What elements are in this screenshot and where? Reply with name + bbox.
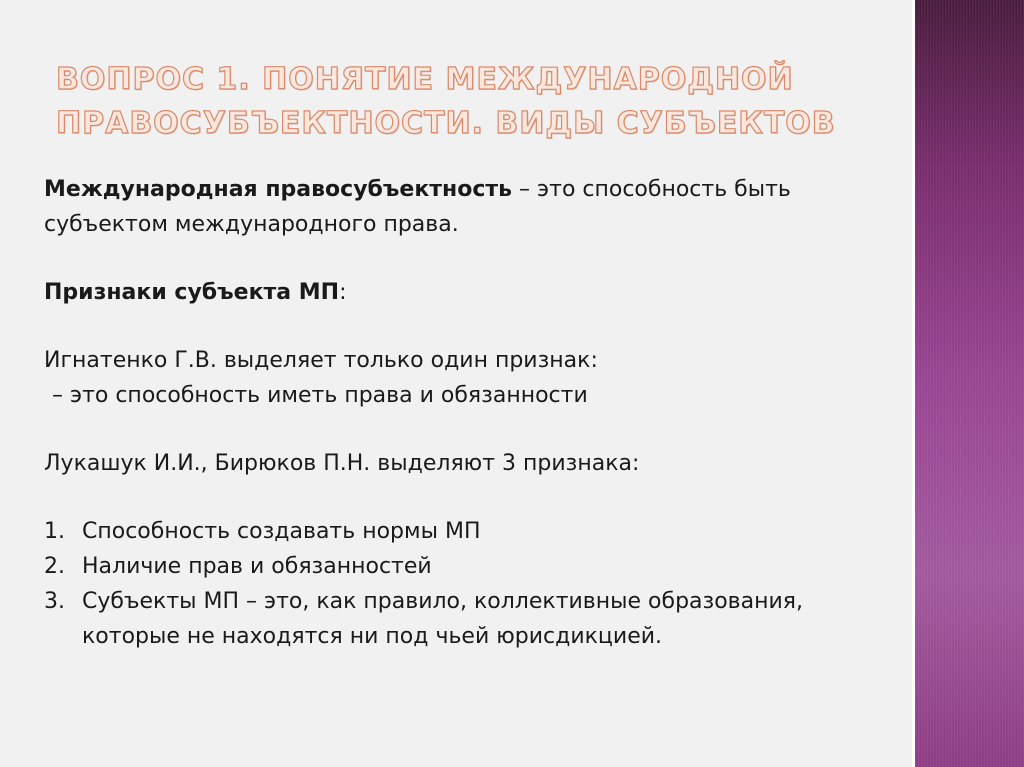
slide-title-line-1: ВОПРОС 1. ПОНЯТИЕ МЕЖДУНАРОДНОЙ xyxy=(56,62,794,97)
ignatenko-line-2: – это способность иметь права и обязанности xyxy=(52,383,588,408)
signs-heading: Признаки субъекта МП xyxy=(44,280,340,305)
slide-title xyxy=(56,58,856,146)
signs-list xyxy=(44,514,904,654)
decorative-side-panel xyxy=(915,0,1024,767)
list-item xyxy=(44,584,904,654)
list-item-number: 1. xyxy=(44,519,65,544)
definition-text-2: субъектом международного права. xyxy=(44,212,459,237)
list-item-text: Способность создавать нормы МП xyxy=(82,519,481,544)
slide-body xyxy=(44,172,904,654)
list-item-number: 3. xyxy=(44,589,65,614)
signs-heading-colon: : xyxy=(339,280,347,305)
list-item-text: Наличие прав и обязанностей xyxy=(82,554,432,579)
ignatenko-line-1: Игнатенко Г.В. выделяет только один признак: xyxy=(44,348,598,373)
list-item-number: 2. xyxy=(44,554,65,579)
definition-term: Международная правосубъектность xyxy=(44,177,513,202)
definition-paragraph xyxy=(44,172,904,207)
lukashuk-line: Лукашук И.И., Бирюков П.Н. выделяют 3 признака: xyxy=(44,451,640,476)
list-item xyxy=(44,514,904,549)
definition-text-1: – это способность быть xyxy=(512,177,791,202)
list-item xyxy=(44,549,904,584)
slide-title-line-2: ПРАВОСУБЪЕКТНОСТИ. ВИДЫ СУБЪЕКТОВ xyxy=(56,106,836,141)
signs-heading-line xyxy=(44,275,904,310)
list-item-text: Субъекты МП – это, как правило, коллективные образования, которые не находятся ни под чьей юрисдикцией. xyxy=(82,589,804,649)
